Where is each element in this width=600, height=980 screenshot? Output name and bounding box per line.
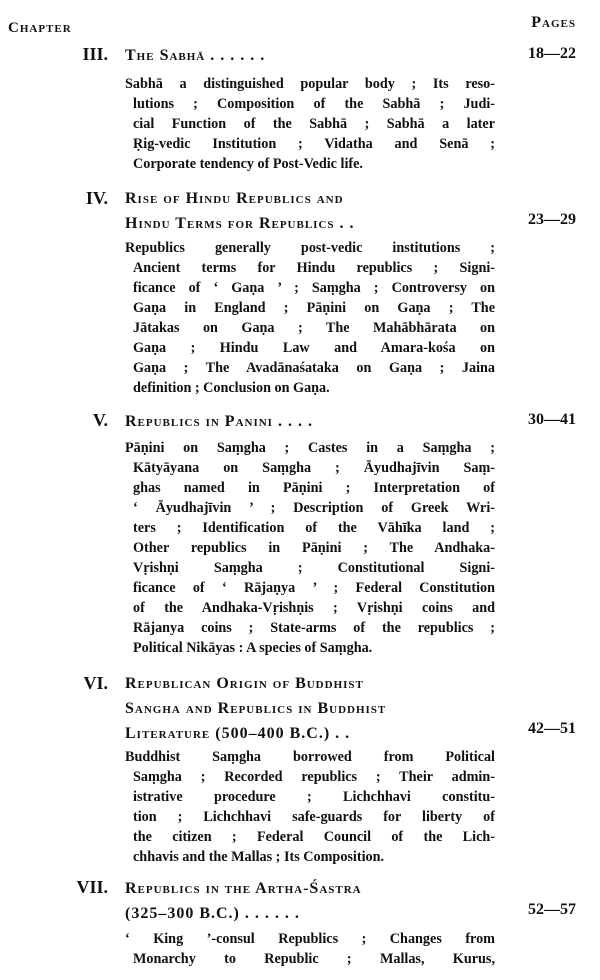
chapter-title-line: Republics in Panini . . . . <box>125 413 313 430</box>
summary-line: chhavis and the Mallas ; Its Composition. <box>133 849 385 865</box>
chapter-numeral: IV. <box>85 188 108 208</box>
chapter-pages: 30—41 <box>528 411 576 428</box>
summary-line: ‘ King ’-consul Republics ; Changes from <box>125 931 495 947</box>
summary-line: ghas named in Pāṇini ; Interpretation of <box>133 480 495 496</box>
chapter-title-line: Literature (500–400 B.C.) . . <box>125 725 351 742</box>
chapter-title <box>125 409 495 434</box>
chapter-summary <box>125 929 495 969</box>
summary-line: Sabhā a distinguished popular body ; Its reso- <box>125 76 495 92</box>
chapter-pages: 18—22 <box>528 45 576 62</box>
chapter-title <box>125 671 495 746</box>
chapter-pages: 23—29 <box>528 211 576 228</box>
summary-line: Other republics in Pāṇini ; The Andhaka- <box>133 540 495 556</box>
summary-line: Gaṇa ; The Avadānaśataka on Gaṇa ; Jaina <box>133 360 495 376</box>
chapter-numeral: V. <box>92 410 108 430</box>
summary-line: ‘ Āyudhajīvin ’ ; Description of Greek Wri- <box>133 500 495 516</box>
chapter-numeral: VII. <box>76 877 108 897</box>
summary-line: Political Nikāyas : A species of Saṃgha. <box>133 640 373 656</box>
chapter-pages: 42—51 <box>528 720 576 737</box>
chapter-title-line: (325–300 B.C.) . . . . . . <box>125 905 300 922</box>
summary-line: Ancient terms for Hindu republics ; Signi- <box>133 260 495 276</box>
summary-line: Saṃgha ; Recorded republics ; Their admin- <box>133 769 495 785</box>
summary-line: lutions ; Composition of the Sabhā ; Judi- <box>133 96 495 112</box>
chapter-numeral: VI. <box>83 673 108 693</box>
pages-header-label: Pages <box>531 14 576 31</box>
summary-line: Vṛishṇi Saṃgha ; Constitutional Signi- <box>133 560 495 576</box>
chapter-title-line: Republican Origin of Buddhist <box>125 675 364 692</box>
chapter-title-line: Sangha and Republics in Buddhist <box>125 700 387 717</box>
chapter-title-line: The Sabhā . . . . . . <box>125 47 266 64</box>
summary-line: Kātyāyana on Saṃgha ; Āyudhajīvin Saṃ- <box>133 460 495 476</box>
chapter-title-line: Republics in the Artha-Śastra <box>125 880 362 897</box>
summary-line: the citizen ; Federal Council of the Lich- <box>133 829 495 845</box>
summary-line: Republics generally post-vedic institutions ; <box>125 240 495 256</box>
chapter-title <box>125 43 495 68</box>
summary-line: Jātakas on Gaṇa ; The Mahābhārata on <box>133 320 495 336</box>
chapter-title-line: Rise of Hindu Republics and <box>125 190 344 207</box>
chapter-numeral: III. <box>82 44 108 64</box>
summary-line: Ṛig-vedic Institution ; Vidatha and Senā ; <box>133 136 495 152</box>
chapter-summary <box>125 74 495 174</box>
summary-line: tion ; Lichchhavi safe-guards for liberty of <box>133 809 495 825</box>
summary-line: definition ; Conclusion on Gaṇa. <box>133 380 330 396</box>
chapter-summary <box>125 747 495 867</box>
chapter-summary <box>125 238 495 398</box>
summary-line: istrative procedure ; Lichchhavi constitu- <box>133 789 495 805</box>
summary-line: Corporate tendency of Post-Vedic life. <box>133 156 363 172</box>
summary-line: Rājanya coins ; State-arms of the republics ; <box>133 620 495 636</box>
chapter-header-label: Chapter <box>8 20 72 36</box>
summary-line: Buddhist Saṃgha borrowed from Political <box>125 749 495 765</box>
summary-line: Gaṇa in England ; Pāṇini on Gaṇa ; The <box>133 300 495 316</box>
summary-line: cial Function of the Sabhā ; Sabhā a later <box>133 116 495 132</box>
summary-line: of the Andhaka-Vṛishṇis ; Vṛishṇi coins and <box>133 600 495 616</box>
summary-line: ficance of ‘ Rājaṇya ’ ; Federal Constitution <box>133 580 495 596</box>
chapter-title <box>125 876 495 926</box>
chapter-title-line: Hindu Terms for Republics . . <box>125 215 355 232</box>
summary-line: ficance of ‘ Gaṇa ’ ; Saṃgha ; Controversy on <box>133 280 495 296</box>
summary-line: Monarchy to Republic ; Mallas, Kurus, <box>133 951 495 967</box>
chapter-title <box>125 186 495 236</box>
summary-line: Pāṇini on Saṃgha ; Castes in a Saṃgha ; <box>125 440 495 456</box>
summary-line: Gaṇa ; Hindu Law and Amara-kośa on <box>133 340 495 356</box>
chapter-pages: 52—57 <box>528 901 576 918</box>
summary-line: ters ; Identification of the Vāhīka land ; <box>133 520 495 536</box>
chapter-summary <box>125 438 495 658</box>
